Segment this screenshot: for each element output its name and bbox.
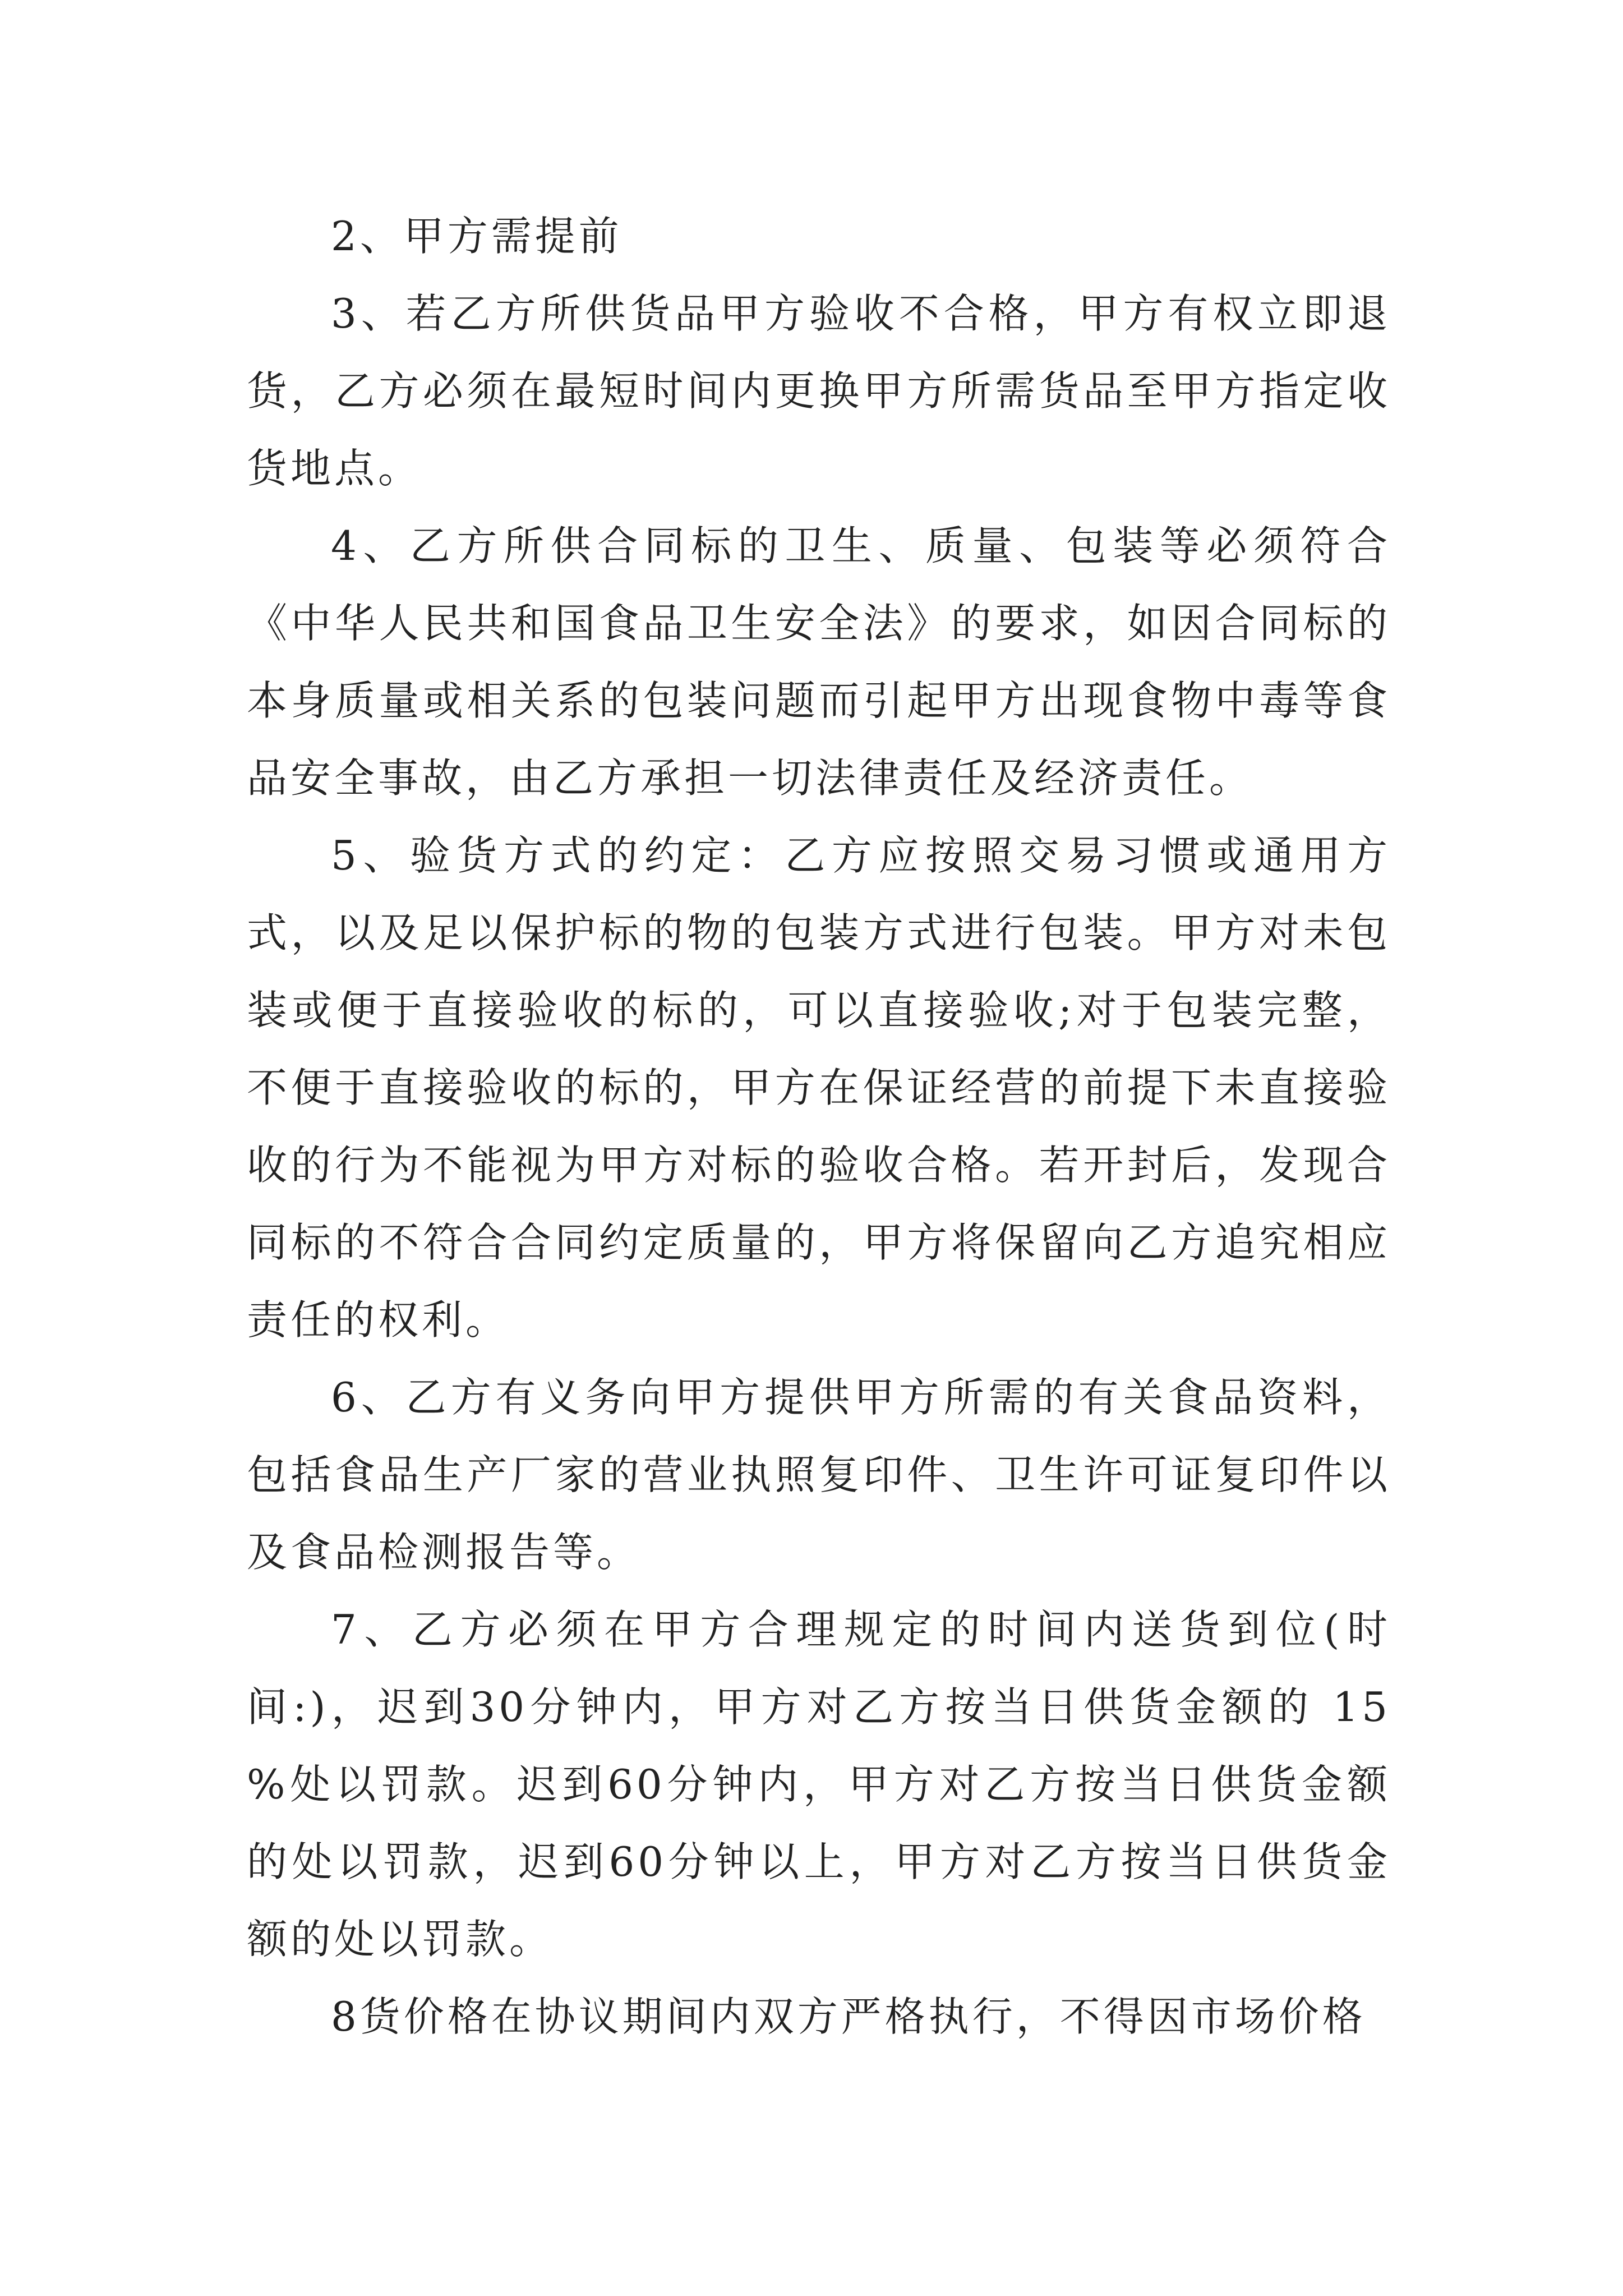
document-body bbox=[247, 197, 1391, 2055]
paragraph-clause-5: 5、验货方式的约定：乙方应按照交易习惯或通用方式，以及足以保护标的物的包装方式进行包装。甲方对未包装或便于直接验收的标的，可以直接验收;对于包装完整，不便于直接验收的标的，甲方在保证经营的前提下未直接验收的行为不能视为甲方对标的验收合格。若开封后，发现合同标的不符合合同约定质量的，甲方将保留向乙方追究相应责任的权利。 bbox=[247, 832, 1391, 1343]
paragraph-clause-8: 8货价格在协议期间内双方严格执行，不得因市场价格 bbox=[331, 1993, 1366, 2040]
paragraph-clause-6: 6、乙方有义务向甲方提供甲方所需的有关食品资料，包括食品生产厂家的营业执照复印件、卫生许可证复印件以及食品检测报告等。 bbox=[247, 1374, 1391, 1576]
paragraph-clause-4: 4、乙方所供合同标的卫生、质量、包装等必须符合《中华人民共和国食品卫生安全法》的要求，如因合同标的本身质量或相关系的包装问题而引起甲方出现食物中毒等食品安全事故，由乙方承担一切法律责任及经济责任。 bbox=[247, 522, 1391, 802]
paragraph-clause-2: 2、甲方需提前 bbox=[331, 213, 623, 260]
paragraph-clause-3: 3、若乙方所供货品甲方验收不合格，甲方有权立即退货，乙方必须在最短时间内更换甲方所需货品至甲方指定收货地点。 bbox=[247, 290, 1391, 492]
paragraph-clause-7: 7、乙方必须在甲方合理规定的时间内送货到位(时间:)，迟到30分钟内，甲方对乙方按当日供货金额的 15 %处以罚款。迟到60分钟内，甲方对乙方按当日供货金额的处以罚款，迟到60分钟以上，甲方对乙方按当日供货金额的处以罚款。 bbox=[247, 1606, 1391, 1963]
